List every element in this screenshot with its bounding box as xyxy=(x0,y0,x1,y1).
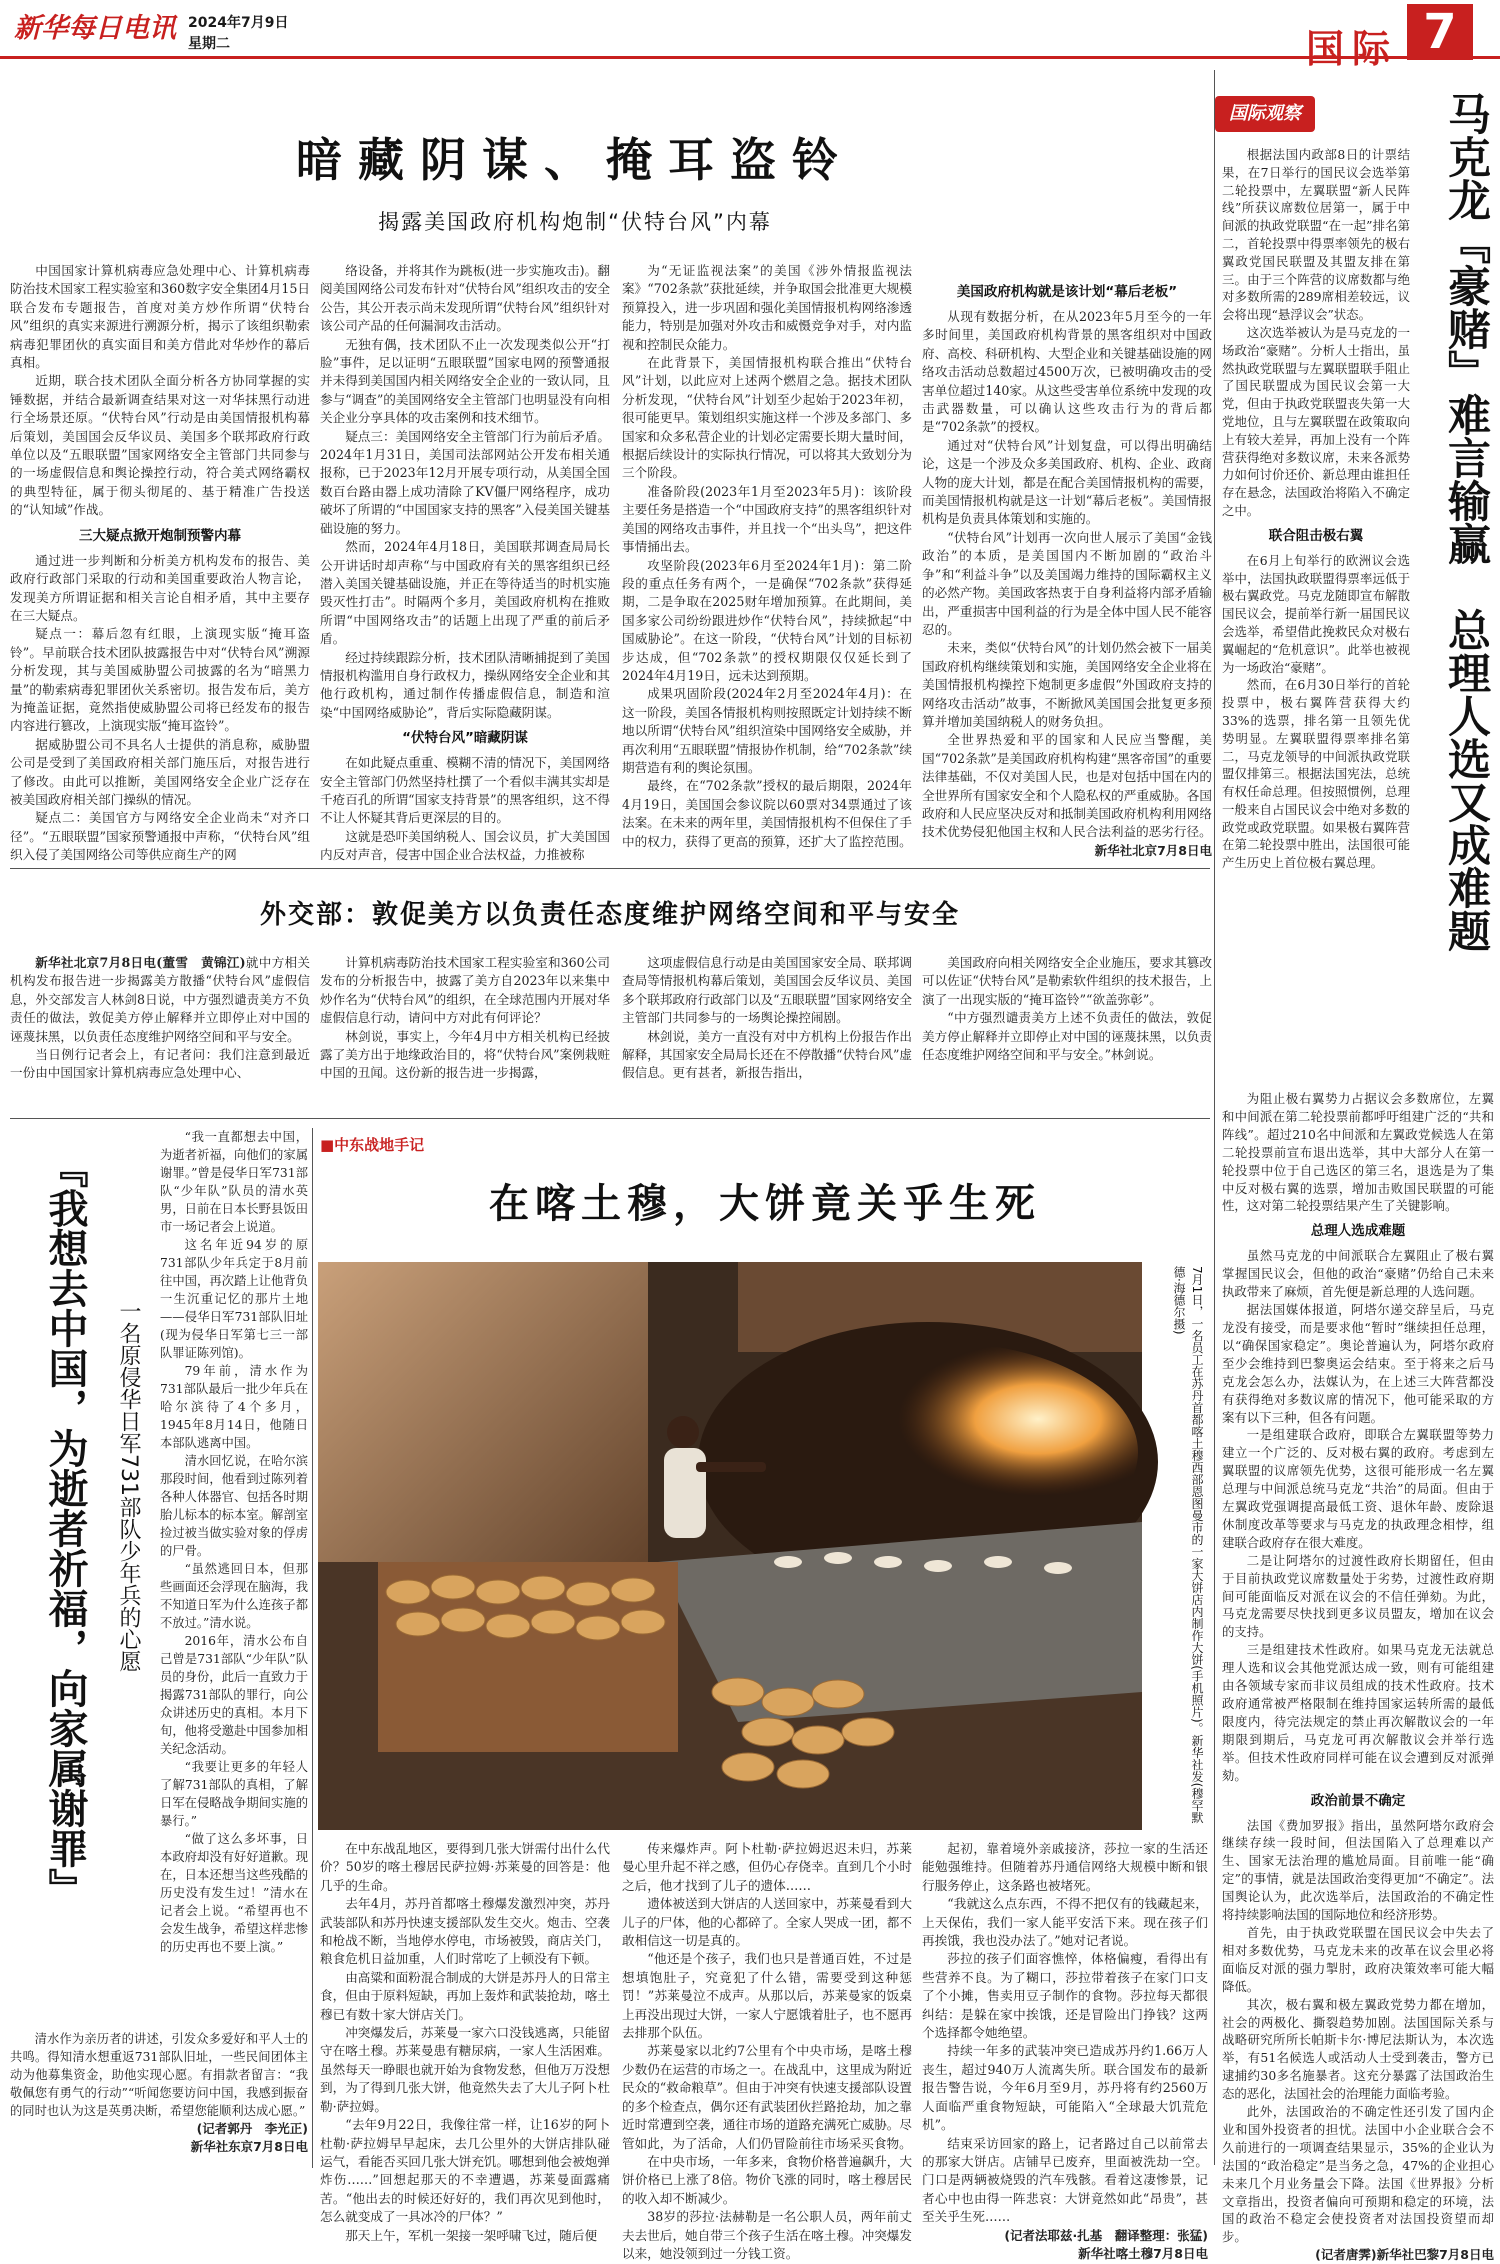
lead-column-3 xyxy=(622,262,912,848)
page-number: 7 xyxy=(1423,4,1457,60)
masthead-paper: 新华每日电讯 xyxy=(14,13,176,44)
fm-title: 外交部：敦促美方以负责任态度维护网络空间和平与安全 xyxy=(259,900,960,930)
paragraph: 一是组建联合政府，即联合左翼联盟等势力建立一个广泛的、反对极右翼的政府。考虑到左翼联盟的议席领先优势，这很可能形成一名左翼总理与中间派总统马克龙“共治”的局面。但由于左翼政党强调提高最低工资、退休年龄、废除退休制度改革等要求与马克龙的执政理念相悖，组建联合政府存在很大难度。 xyxy=(1222,1427,1494,1550)
badge-label: 国际观察 xyxy=(1229,103,1301,124)
paragraph: 由高粱和面粉混合制成的大饼是苏丹人的日常主食，但由于原料短缺，再加上轰炸和武装抢劫，喀土穆已有数十家大饼店关门。 xyxy=(320,1969,610,2022)
paragraph: 这名年近94岁的原731部队少年兵定于8月前往中国，再次踏上让他背负一生沉重记忆的那片土地——侵华日军731部队旧址(现为侵华日军第七三一部队罪证陈列馆)。 xyxy=(160,1238,308,1360)
paragraph: 美国政府向相关网络安全企业施压，要求其篡改可以佐证“伏特台风”是勒索软件组织的技术报告，上演了一出现实版的“掩耳盗铃”“欲盖弥彰”。 xyxy=(922,955,1212,1007)
paragraph: 首先，由于执政党联盟在国民议会中失去了相对多数优势，马克龙未来的改革在议会里必将面临反对派的强力掣肘，政府决策效率可能大幅降低。 xyxy=(1222,1924,1494,1994)
paragraph: 79年前，清水作为731部队最后一批少年兵在哈尔滨待了4个多月，1945年8月14日，他随日本部队逃离中国。 xyxy=(160,1364,308,1450)
paragraph: 据法国媒体报道，阿塔尔递交辞呈后，马克龙没有接受，而是要求他“暂时”继续担任总理，以“确保国家稳定”。奥论普遍认为，阿塔尔政府至少会维持到巴黎奥运会结束。至于将来之后马克龙会怎么办，法媒认为，在上述三大阵营都没有获得绝对多数议席的情况下，他可能采取的方案有以下三种，但各有问题。 xyxy=(1222,1302,1494,1425)
byline: (记者法耶兹·扎基 翻译整理：张猛) xyxy=(1004,2227,1208,2243)
divider xyxy=(10,1118,1210,1119)
paragraph: 成果巩固阶段(2024年2月至2024年4月)：在这一阶段，美国各情报机构则按照既定计划持续不断地以所谓“伏特台风”组织渲染中国网络安全威胁，并再次利用“五眼联盟”情报协作机制，给“702条款”续期营造有利的舆论氛围。 xyxy=(622,686,912,775)
paragraph: 然而，2024年4月18日，美国联邦调查局局长公开讲话时却声称“与中国政府有关的黑客组织已经潜入美国关键基础设施，并正在等待适当的时机实施毁灭性打击”。时隔两个多月，美国政府机构在推败所谓“中国网络攻击”的话题上出现了严重的前后矛盾。 xyxy=(320,539,610,647)
column-rule xyxy=(1214,70,1215,2165)
veteran-body xyxy=(160,1128,308,2028)
paragraph: 为“无证监视法案”的美国《涉外情报监视法案》“702条款”获批延续，并争取国会批准更大规模预算投入，进一步巩固和强化美国情报机构网络渗透能力，特别是加强对外攻击和威慑竞争对手，对内监视和控制民众能力。 xyxy=(622,263,912,352)
paragraph: 传来爆炸声。阿卜杜勒·萨拉姆迟迟未归，苏莱曼心里升起不祥之感，但仍心存侥幸。直到几个小时之后，他才找到了儿子的遗体…… xyxy=(622,1841,912,1893)
paragraph: 在如此疑点重重、模糊不清的情况下，美国网络安全主管部门仍然坚持杜撰了一个看似丰满其实却是千疮百孔的所谓“国家支持背景”的黑客组织，这不得不让人怀疑其背后更深层的目的。 xyxy=(320,755,610,826)
paragraph: “做了这么多坏事，日本政府却没有好好道歉。现在，日本还想当这些残酷的历史没有发生过！”清水在记者会上说。“希望再也不会发生战争，希望这样悲惨的历史再也不要上演。” xyxy=(160,1832,308,1954)
paragraph: 通过对“伏特台风”计划复盘，可以得出明确结论，这是一个涉及众多美国政府、机构、企业、政商人物的庞大计划，都是在配合美国情报机构的需要，而美国情报机构就是这一计划“幕后老板”。美国情报机构是负责具体策划和实施的。 xyxy=(922,437,1212,527)
paragraph: 疑点一：幕后忽有红眼，上演现实版“掩耳盗铃”。早前联合技术团队披露报告中对“伏特台风”溯源分析发现，其与美国威胁盟公司披露的名为“暗黑力量”的勒索病毒犯罪团伙关系密切。报告发布后，美方为掩盖证据，竟然指使威胁盟公司将已经发布的报告内容进行篡改，上演现实版“掩耳盗铃”。 xyxy=(10,626,310,734)
paragraph: 法国《费加罗报》指出，虽然阿塔尔政府会继续存续一段时间，但法国陷入了总理难以产生、国家无法治理的尴尬局面。目前唯一能“确定”的事情，就是法国政治变得更加“不确定”。法国舆论认为，此次选举后，法国政治的不确定性将持续影响法国的国际地位和经济形势。 xyxy=(1222,1817,1494,1923)
paragraph: “我就这么点东西，不得不把仅有的钱藏起来，上天保佑，我们一家人能平安活下来。现在孩子们再挨饿，我也没办法了。”她对记者说。 xyxy=(922,1896,1208,1949)
fm-column-4 xyxy=(922,954,1212,1124)
paragraph: 根据法国内政部8日的计票结果，在7日举行的国民议会选举第二轮投票中，左翼联盟“新人民阵线”所获议席数位居第一，属于中间派的执政党联盟“在一起”排名第二，首轮投票中得票率领先的极右翼政党国民联盟及其盟友排在第三。由于三个阵营的议席数都与绝对多数所需的289席相差较远，议会将出现“悬浮议会”状态。 xyxy=(1222,147,1410,323)
france-intro xyxy=(1222,146,1410,1096)
dateline: 新华社北京7月8日电 xyxy=(1094,842,1212,858)
sudan-column-2 xyxy=(622,1840,912,2261)
paragraph: 攻坚阶段(2023年6月至2024年1月)：第二阶段的重点任务有两个，一是确保“702条款”获得延期，二是争取在2025财年增加预算。在此期间，美国多家公司纷纷跟进炒作“伏特台风”，持续掀起“中国威胁论”。在这一阶段，“伏特台风”计划的目标初步达成，但“702条款”的授权期限仅仅延长到了2024年4月19日，远未达到预期。 xyxy=(622,557,912,683)
paragraph: 二是让阿塔尔的过渡性政府长期留任，但由于目前执政党议席数量处于劣势，过渡性政府期间可能面临反对派在议会的不信任弹劾。为此，马克龙需要尽快找到更多议员盟友，增加在议会的支持。 xyxy=(1222,1552,1494,1640)
masthead-weekday: 星期二 xyxy=(188,36,230,52)
dateline: 新华社东京7月8日电 xyxy=(190,2139,308,2154)
fm-text: 就中方相关机构发布报告进一步揭露美方散播“伏特台风”虚假信息，外交部发言人林剑8日说，中方强烈谴责美方不负责任的做法，敦促美方停止解释并立即停止对中国的诬蔑抹黑，以负责任态度维护网络空间和平与安全。 xyxy=(10,955,310,1044)
paragraph: 未来，类似“伏特台风”的计划仍然会被下一届美国政府机构继续策划和实施，美国网络安全企业将在美国情报机构操控下炮制更多虚假“外国政府支持的网络攻击活动”故事，不断掀风美国国会批复更多预算并增加美国纳税人的财务负担。 xyxy=(922,640,1212,729)
paragraph: 在中央市场，一年多来，食物价格普遍飙升，大饼价格已上涨了8倍。物价飞涨的同时，喀土穆居民的收入却不断减少。 xyxy=(622,2153,912,2206)
paragraph: 清水作为亲历者的讲述，引发众多爱好和平人士的共鸣。得知清水想重返731部队旧址，一些民间团体主动为他募集资金，助他实现心愿。有捐款者留言：“我敬佩您有勇气的行动”“听闻您要访问中国，我感到振奋的同时也认为这是英勇决断，希望您能顺利达成心愿。” xyxy=(10,2032,308,2118)
section-heading: “伏特台风”暗藏阴谋 xyxy=(402,730,528,747)
sudan-column-1 xyxy=(320,1840,610,2243)
bakery-photo-illustration xyxy=(318,1262,1142,1830)
paragraph xyxy=(10,954,310,1046)
dateline: (记者唐霁)新华社巴黎7月8日电 xyxy=(1315,2247,1494,2263)
paragraph: 遗体被送到大饼店的人送回家中，苏莱曼看到大儿子的尸体，他的心都碎了。全家人哭成一团，都不敢相信这一切是真的。 xyxy=(622,1896,912,1949)
lead-column-2 xyxy=(320,262,610,863)
paragraph: 全世界热爱和平的国家和人民应当警醒，美国“702条款”是美国政府机构构建“黑客帝国”的重要法律基础，不仅对美国人民，也是对包括中国在内的全世界所有国家安全和个人隐私权的严重威胁。各国政府和人民应坚决反对和抵制美国政府机构利用网络技术优势侵犯他国主权和人民合法利益的恶劣行径。 xyxy=(922,732,1212,840)
fm-lead-bold: 新华社北京7月8日电(董雪 黄锦江) xyxy=(35,955,246,970)
paragraph: 疑点二：美国官方与网络安全企业尚未“对齐口径”。“五眼联盟”国家预警通报中声称，“伏特台风”组织入侵了美国网络公司等供应商生产的网 xyxy=(10,810,310,863)
paragraph: 无独有偶，技术团队不止一次发现类似公开“打脸”事件，足以证明“五眼联盟”国家电网的预警通报并未得到美国国内相关网络安全企业的一致认同，且参与“调查”的美国网络安全主管部门也明显没有向相关企业分享具体的攻击案例和技术细节。 xyxy=(320,336,610,426)
paragraph: 38岁的莎拉·法赫勒是一名公职人员，两年前丈夫去世后，她自带三个孩子生活在喀土穆。冲突爆发以来，她没领到过一分钱工资。 xyxy=(622,2209,912,2261)
france-body xyxy=(1222,1090,1494,2263)
paragraph: 这就是恐吓美国纳税人、国会议员，扩大美国国内反对声音，侵害中国企业合法权益，力推被称 xyxy=(320,828,610,863)
paragraph: 从现有数据分析，在从2023年5月至今的一年多时间里，美国政府机构背景的黑客组织对中国政府、高校、科研机构、大型企业和关键基础设施的网络攻击活动总数超过4500万次，已被明确攻击的受害单位超过140家。从这些受害单位系统中发现的攻击武器数量，可以确认这些攻击行为的背后都是“702条款”的授权。 xyxy=(922,309,1212,435)
paragraph: 准备阶段(2023年1月至2023年5月)：该阶段主要任务是搭造一个“中国政府支持”的黑客组织针对美国的网络攻击事件，并且找一个“出头鸟”，把这件事情捅出去。 xyxy=(622,483,912,555)
paragraph: 在中东战乱地区，要得到几张大饼需付出什么代价？50岁的喀土穆居民萨拉姆·苏莱曼的回答是：他几乎的生命。 xyxy=(320,1841,610,1893)
veteran-body-bottom xyxy=(10,2030,308,2168)
paragraph: 2016年，清水公布自己曾是731部队“少年队”队员的身份，此后一直致力于揭露731部队的罪行，向公众讲述历史的真相。本月下旬，他将受邀赴中国参加相关纪念活动。 xyxy=(160,1634,308,1756)
paragraph: 此外，法国政治的不确定性还引发了国内企业和国外投资者的担忧。法国中小企业联合会不久前进行的一项调查结果显示，35%的企业认为法国的“政治稳定”是当务之急，47%的企业担心未来几个月业务量会下降。法国《世界报》分析文章指出，投资者偏向可预期和稳定的环境，法国的政治不稳定会使投资者对法国投资望而却步。 xyxy=(1222,2104,1494,2245)
paragraph: “他还是个孩子，我们也只是普通百姓，不过是想填饱肚子，究竟犯了什么错，需要受到这种惩罚！”苏莱曼泣不成声。从那以后，苏莱曼家的饭桌上再没出现过大饼，一家人宁愿饿着肚子，也不愿再去排那个队伍。 xyxy=(622,1951,912,2041)
paragraph: 这项虚假信息行动是由美国国家安全局、联邦调查局等情报机构幕后策划，美国国会反华议员、美国多个联邦政府行政部门以及“五眼联盟”国家网络安全主管部门共同参与的一场舆论操控闹剧。 xyxy=(622,955,912,1026)
veteran-title: 『我想去中国，为逝者祈福，向家属谢罪』 xyxy=(42,1148,88,1908)
badge xyxy=(1215,96,1315,132)
paragraph: 莎拉的孩子们面容憔悴，体格偏瘦，看得出有些营养不良。为了糊口，莎拉带着孩子在家门口支了个小摊，售卖用豆子制作的食物。莎拉每天都很纠结：是躲在家中挨饿，还是冒险出门挣钱？这两个选择都令她绝望。 xyxy=(922,1951,1208,2041)
paragraph: 其次，极右翼和极左翼政党势力都在增加，社会的两极化、撕裂趋势加剧。法国国际关系与战略研究所所长帕斯卡尔·博尼法斯认为，本次选举，有51名候选人或活动人士受到袭击，警方已逮捕约30多名施暴者。这充分暴露了法国政治生态的恶化，法国社会的治理能力面临考验。 xyxy=(1222,1996,1494,2102)
paragraph: 结束采访回家的路上，记者路过自己以前常去的那家大饼店。店铺早已废弃，里面被洗劫一空。门口是两辆被烧毁的汽车残骸。看着这凄惨景，记者心中也由得一阵悲哀：大饼竟然如此“昂贵”，甚至关乎生死…… xyxy=(922,2135,1208,2225)
lead-column-4 xyxy=(922,262,1212,858)
bakery-photo xyxy=(318,1262,1142,1830)
paragraph: 通过进一步判断和分析美方机构发布的报告、美政府行政部门采取的行动和美国重要政治人物言论，发现美方所谓证据和相关言论自相矛盾，其中主要存在三大疑点。 xyxy=(10,552,310,623)
lead-subtitle: 揭露美国政府机构炮制“伏特台风”内幕 xyxy=(378,210,772,234)
paragraph: 计算机病毒防治技术国家工程实验室和360公司发布的分析报告中，披露了美方自2023年以来集中炒作名为“伏特台风”的组织，在全球范围内开展对华虚假信息行动，请问中方对此有何评论？ xyxy=(320,955,610,1026)
paragraph: 在此背景下，美国情报机构联合推出“伏特台风”计划，以此应对上述两个燃眉之急。据技术团队分析发现，“伏特台风”计划至少起始于2023年初，很可能更早。策划组织实施这样一个涉及多部门、多国家和众多私营企业的计划必定需要长期大量时间，根据后续设计的实际执行情况，可以将其大致划分为三个阶段。 xyxy=(622,355,912,481)
paragraph: 那天上午，军机一架接一架呼啸飞过，随后便 xyxy=(345,2227,598,2243)
paragraph: 据威胁盟公司不具名人士提供的消息称，威胁盟公司是受到了美国政府相关部门施压后，对报告进行了修改。由此可以推断，美国网络安全企业广泛存在被美国政府相关部门操纵的情况。 xyxy=(10,736,310,807)
paragraph: 持续一年多的武装冲突已造成苏丹约1.66万人丧生，超过940万人流离失所。联合国发布的最新报告警告说，今年6月至9月，苏丹将有约2560万人面临严重食物短缺，可能陷入“全球最大饥荒危机”。 xyxy=(922,2043,1208,2133)
paragraph: 三是组建技术性政府。如果马克龙无法就总理人选和议会其他党派达成一致，则有可能组建由各领域专家而非议员组成的技术性政府。技术政府通常被严格限制在维持国家运转所需的最低限度内，待完法规定的禁止再次解散议会的一年期限到期后，马克龙可再次解散议会并举行选举。但技术性政府同样可能在议会遭到反对派弹劾。 xyxy=(1222,1642,1494,1783)
paragraph: 络设备，并将其作为跳板(进一步实施攻击)。翻阅美国网络公司发布针对“伏特台风”组织攻击的安全公告，其公开表示尚未发现所谓“伏特台风”组织针对该公司产品的任何漏洞攻击活动。 xyxy=(320,263,610,334)
sudan-title: 在喀土穆，大饼竟关乎生死 xyxy=(489,1181,1041,1227)
veteran-subtitle: 一名原侵华日军731部队少年兵的心愿 xyxy=(116,1300,141,1672)
paragraph: 在6月上旬举行的欧洲议会选举中，法国执政联盟得票率远低于极右翼政党。马克龙随即宣布解散国民议会，提前举行新一届国民议会选举，希望借此挽救民众对极右翼崛起的“危机意识”。此举也被视为一场政治“豪赌”。 xyxy=(1222,552,1410,675)
sudan-tag: ■中东战地手记 xyxy=(320,1136,425,1154)
paragraph: 起初，靠着境外亲戚接济，莎拉一家的生活还能勉强维持。但随着苏丹通信网络大规模中断和银行服务停止，这条路也被堵死。 xyxy=(922,1841,1208,1893)
paragraph: 当日例行记者会上，有记者问：我们注意到最近一份由中国国家计算机病毒应急处理中心、 xyxy=(10,1047,310,1081)
divider xyxy=(10,868,1210,869)
section-heading: 三大疑点掀开炮制预警内幕 xyxy=(79,527,241,544)
masthead-date: 2024年7月9日 xyxy=(188,15,289,31)
photo-caption: 7月1日，一名员工在苏丹首都喀土穆西部恩图曼市的一家大饼店内制作大饼(手机照片)。新华社发(穆罕默德·海德尔摄) xyxy=(1172,1266,1204,1824)
paragraph: “去年9月22日，我像往常一样，让16岁的阿卜杜勒·萨拉姆早早起床，去几公里外的大饼店排队碰运气，看能否买回几张大饼充饥。哪想到他会被炮弹炸伤……”回想起那天的不幸遭遇，苏莱曼面露痛苦。“他出去的时候还好好的，我们再次见到他时，怎么就变成了一具冰冷的尸体？” xyxy=(320,2117,610,2225)
paragraph: 林剑说，事实上，今年4月中方相关机构已经披露了美方出于地缘政治目的，将“伏特台风”案例栽赃中国的丑闻。这份新的报告进一步揭露， xyxy=(320,1028,610,1081)
masthead-rule xyxy=(0,56,1500,59)
section-name: 国际 xyxy=(1306,27,1399,71)
paragraph: 林剑说，美方一直没有对中方机构上份报告作出解释，其国家安全局局长还在不停散播“伏特台风”虚假信息。更有甚者，新报告指出， xyxy=(622,1028,912,1081)
france-title: 马克龙『豪赌』难言输赢 总理人选又成难题 xyxy=(1441,92,1491,952)
paragraph: 疑点三：美国网络安全主管部门行为前后矛盾。2024年1月31日，美国司法部网站公开发布相关通报称，已于2023年12月开展专项行动，从美国全国数百台路由器上成功清除了KV僵尸网络程序，成功破坏了所谓的“中国国家支持的黑客”入侵美国关键基础设施的努力。 xyxy=(320,428,610,536)
paragraph: 冲突爆发后，苏莱曼一家六口没钱逃离，只能留守在喀土穆。苏莱曼患有糖尿病，一家人生活困难。虽然每天一睁眼也就开始为食物发愁，但他万万没想到，为了得到几张大饼，他竟然失去了大儿子阿卜杜勒·萨拉姆。 xyxy=(320,2025,610,2114)
section-heading: 联合阻击极右翼 xyxy=(1268,527,1364,544)
fm-column-2 xyxy=(320,954,610,1124)
lead-column-1 xyxy=(10,262,310,863)
paragraph: 虽然马克龙的中间派联合左翼阻止了极右翼掌握国民议会，但他的政治“豪赌”仍给自己未来执政带来了麻烦，首先便是新总理的人选问题。 xyxy=(1222,1248,1494,1300)
page-number-box xyxy=(1407,4,1473,60)
paragraph: 近期，联合技术团队全面分析各方协同掌握的实锤数据，并结合最新调查结果对这一对华抹黑行动进行全场景还原。“伏特台风”行动是由美国情报机构幕后策划，美国国会反华议员、美国多个联邦政府行政单位以及“五眼联盟”国家网络安全主管部门共同参与的一场虚假信息和舆论操控行动，符合美式网络霸权的典型特征，属于彻头彻尾的、基于精准广告投送的“认知域”作战。 xyxy=(10,373,310,518)
paragraph: 最终，在“702条款”授权的最后期限，2024年4月19日，美国国会参议院以60票对34票通过了该法案。在未来的两年里，美国情报机构不但保住了手中的权力，获得了更高的预算，还扩大了监控范围。 xyxy=(622,778,912,849)
paragraph: 清水回忆说，在哈尔滨那段时间，他看到过陈列着各种人体器官、包括各时期胎儿标本的标本室。解剖室捡过被当做实验对象的俘虏的尸骨。 xyxy=(160,1454,308,1558)
paragraph: “中方强烈谴责美方上述不负责任的做法，敦促美方停止解释并立即停止对中国的诬蔑抹黑，以负责任态度维护网络空间和平与安全。”林剑说。 xyxy=(922,1010,1212,1063)
paragraph: 苏莱曼家以北约7公里有个中央市场，是喀土穆少数仍在运营的市场之一。在战乱中，这里成为附近民众的“救命粮草”。但由于冲突有快速支援部队设置的多个检查点，偶尔还有武装团伙拦路抢劫，加之靠近时常遭到空袭，通往市场的道路充满死亡威胁。尽管如此，为了活命，人们仍冒险前往市场采买食物。 xyxy=(622,2043,912,2151)
paragraph: 这次选举被认为是马克龙的一场政治“豪赌”。分析人士指出，虽然执政党联盟与左翼联盟联手阻止了国民联盟成为国民议会第一大党，但由于执政党联盟丧失第一大党地位，且与左翼联盟在政策取向上有较大差异，再加上没有一个阵营获得绝对多数议席，未来各派势力如何讨价还价、新总理由谁担任存在悬念，法国政治将陷入不确定之中。 xyxy=(1222,324,1410,518)
dateline: 新华社喀土穆7月8日电 xyxy=(1078,2245,1208,2261)
byline: (记者郭丹 李光正) xyxy=(196,2121,308,2136)
column-rule xyxy=(312,1128,313,2168)
paragraph: 然而，在6月30日举行的首轮投票中，极右翼阵营获得大约33%的选票，排名第一且领先优势明显。左翼联盟得票率排名第二，马克龙领导的中间派执政党联盟仅排第三。根据法国宪法，总统有权任命总理。但按照惯例，总理一般来自占国民议会中绝对多数的政党或政党联盟。如果极右翼阵营在第二轮投票中胜出，法国很可能产生历史上首位极右翼总理。 xyxy=(1222,677,1410,871)
paragraph: “虽然逃回日本，但那些画面还会浮现在脑海，我不知道日军为什么连孩子都不放过。”清水说。 xyxy=(160,1562,308,1630)
fm-column-3 xyxy=(622,954,912,1124)
paragraph: 经过持续跟踪分析，技术团队清晰捕捉到了美国情报机构滥用自身行政权力，操纵网络安全企业和其他行政机构，通过制作传播虚假信息，制造和渲染“中国网络威胁论”，背后实际隐藏阴谋。 xyxy=(320,649,610,720)
sudan-column-3 xyxy=(922,1840,1208,2261)
section-heading: 总理人选成难题 xyxy=(1310,1223,1406,1240)
lead-title: 暗藏阴谋、掩耳盗铃 xyxy=(296,133,854,187)
paragraph: 去年4月，苏丹首都喀土穆爆发激烈冲突，苏丹武装部队和苏丹快速支援部队发生交火。炮击、空袭和枪战不断，当地停水停电，市场被毁，商店关门，粮食危机日益加重，人们时常吃了上顿没有下顿。 xyxy=(320,1896,610,1967)
paragraph: “我要让更多的年轻人了解731部队的真相，了解日军在侵略战争期间实施的暴行。” xyxy=(160,1760,308,1828)
section-heading: 政治前景不确定 xyxy=(1310,1792,1406,1809)
paragraph: 为阻止极右翼势力占据议会多数席位，左翼和中间派在第二轮投票前都呼吁组建广泛的“共和阵线”。超过210名中间派和左翼政党候选人在第二轮投票前宣布退出选举，其中大部分人在第一轮投票中位于自己选区的第三名，退选是为了集中反对极右翼的选票，增加击败国民联盟的可能性，这对第二轮投票结果产生了关键影响。 xyxy=(1222,1091,1494,1214)
fm-column-1 xyxy=(10,954,310,1124)
paragraph: “伏特台风”计划再一次向世人展示了美国“金钱政治”的本质，是美国国内不断加剧的“政治斗争”和“利益斗争”以及美国竭力维持的国际霸权主义的必然产物。美国政客热衷于自身利益将内部矛盾输出，严重损害中国利益的行为是全体中国人民不能容忍的。 xyxy=(922,529,1212,637)
section-heading: 美国政府机构就是该计划“幕后老板” xyxy=(956,284,1178,300)
paragraph: 中国国家计算机病毒应急处理中心、计算机病毒防治技术国家工程实验室和360数字安全集团4月15日联合发布专题报告，首度对美方炒作所谓“伏特台风”组织的真实来源进行溯源分析，揭示了该组织勒索病毒犯罪团伙的真实面目和美方借此对华炒作的幕后真相。 xyxy=(10,263,310,371)
paragraph: “我一直都想去中国，为逝者祈福，向他们的家属谢罪。”曾是侵华日军731部队“少年队”队员的清水英男，日前在日本长野县饭田市一场记者会上说道。 xyxy=(160,1130,308,1234)
